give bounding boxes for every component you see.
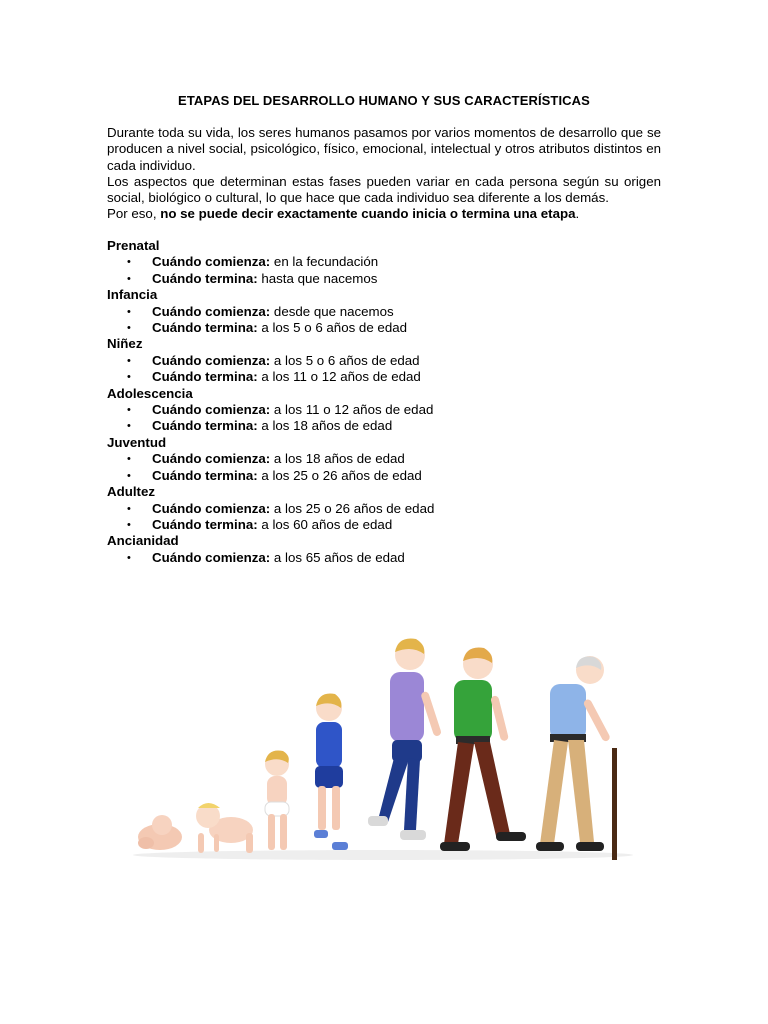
stage-start-item — [107, 304, 661, 320]
intro-paragraph-3 — [107, 206, 661, 222]
toddler-figure — [265, 750, 289, 850]
human-development-stages-illustration — [128, 630, 638, 870]
stage-title: Ancianidad — [107, 533, 179, 549]
start-label: Cuándo comienza: — [152, 254, 271, 270]
stage-start-item — [107, 353, 661, 369]
stage-start-item — [107, 254, 661, 270]
stage-start-item — [107, 550, 661, 566]
end-value: a los 18 años de edad — [261, 418, 393, 434]
stage-start-item — [107, 501, 661, 517]
end-label: Cuándo termina: — [152, 369, 258, 385]
stage-infancia — [107, 287, 661, 336]
stage-juventud — [107, 435, 661, 484]
stage-title: Juventud — [107, 434, 167, 450]
start-label: Cuándo comienza: — [152, 500, 271, 516]
stage-ninez — [107, 336, 661, 385]
stage-title: Niñez — [107, 336, 143, 352]
end-value: a los 11 o 12 años de edad — [261, 369, 421, 385]
end-label: Cuándo termina: — [152, 320, 258, 336]
intro-paragraph-1: Durante toda su vida, los seres humanos pasamos por varios momentos de desarrollo que se producen a nivel social, psicológico, físico, emocional, intelectual y otros atributos distintos en cada individuo. — [107, 125, 661, 173]
stage-title: Adultez — [107, 484, 156, 500]
end-label: Cuándo termina: — [152, 467, 258, 483]
end-label: Cuándo termina: — [152, 516, 258, 532]
intro-p3-prefix: Por eso, — [107, 206, 161, 222]
elderly-figure — [536, 656, 617, 860]
stage-end-item — [107, 320, 661, 336]
stage-end-item — [107, 271, 661, 287]
stage-prenatal — [107, 238, 661, 287]
stage-adultez — [107, 484, 661, 533]
stage-adolescencia — [107, 386, 661, 435]
start-label: Cuándo comienza: — [152, 402, 271, 418]
adult-figure — [440, 648, 526, 851]
stage-end-item — [107, 468, 661, 484]
stage-start-item — [107, 402, 661, 418]
stage-ancianidad — [107, 533, 661, 566]
end-value: hasta que nacemos — [261, 270, 378, 286]
intro-p3-suffix: . — [575, 206, 580, 222]
start-label: Cuándo comienza: — [152, 549, 271, 565]
page-title: ETAPAS DEL DESARROLLO HUMANO Y SUS CARACTERÍSTICAS — [178, 93, 590, 108]
start-value: a los 65 años de edad — [273, 549, 405, 565]
fetus-figure — [138, 815, 182, 850]
young-man-figure — [368, 639, 442, 840]
stage-end-item — [107, 517, 661, 533]
child-figure — [314, 694, 348, 851]
start-value: a los 11 o 12 años de edad — [273, 402, 434, 418]
end-label: Cuándo termina: — [152, 270, 258, 286]
start-value: a los 5 o 6 años de edad — [273, 352, 420, 368]
stage-end-item — [107, 418, 661, 434]
stage-title: Adolescencia — [107, 385, 193, 401]
end-label: Cuándo termina: — [152, 418, 258, 434]
start-value: en la fecundación — [273, 254, 379, 270]
start-value: a los 18 años de edad — [273, 451, 405, 467]
stage-start-item — [107, 451, 661, 467]
intro-text — [107, 125, 661, 223]
start-value: a los 25 o 26 años de edad — [273, 500, 435, 516]
stage-title: Prenatal — [107, 238, 160, 253]
start-label: Cuándo comienza: — [152, 352, 271, 368]
intro-p3-bold: no se puede decir exactamente cuando inicia o termina una etapa — [160, 206, 576, 222]
crawling-baby-figure — [196, 803, 253, 853]
stage-end-item — [107, 369, 661, 385]
start-label: Cuándo comienza: — [152, 303, 271, 319]
stages-list — [107, 238, 661, 566]
stage-title: Infancia — [107, 287, 158, 303]
start-value: desde que nacemos — [273, 303, 394, 319]
start-label: Cuándo comienza: — [152, 451, 271, 467]
end-value: a los 25 o 26 años de edad — [261, 467, 422, 483]
end-value: a los 5 o 6 años de edad — [261, 320, 408, 336]
end-value: a los 60 años de edad — [261, 516, 393, 532]
intro-paragraph-2: Los aspectos que determinan estas fases pueden variar en cada persona según su origen social, biológico o cultural, lo que hace que cada individuo sea diferente a los demás. — [107, 173, 661, 206]
